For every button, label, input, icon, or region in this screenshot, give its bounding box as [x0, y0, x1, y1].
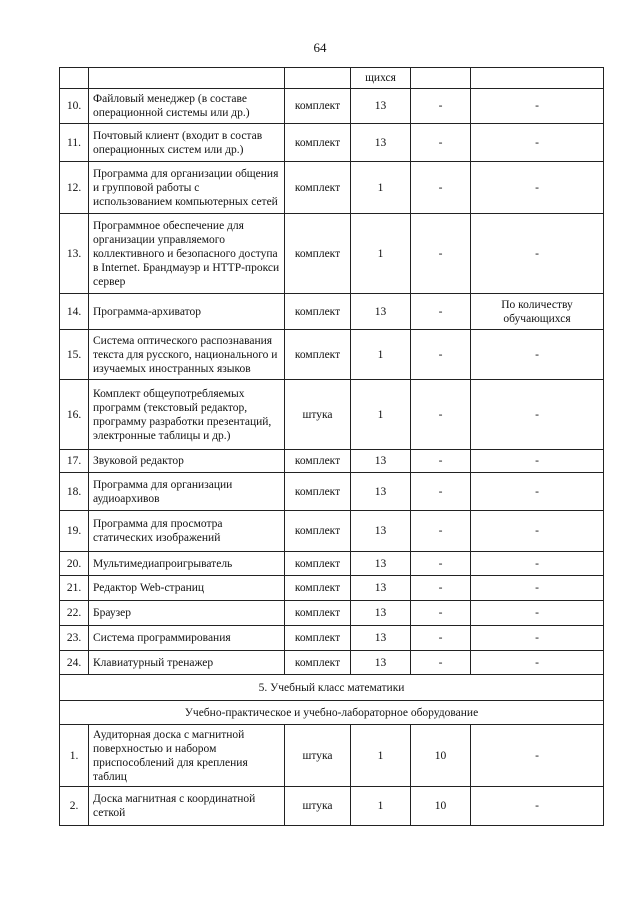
cell-num: 15.: [60, 330, 89, 380]
cell-qty: 13: [351, 511, 411, 552]
cell-name: Файловый менеджер (в составе операционной системы или др.): [89, 89, 285, 124]
cell-c6: -: [471, 787, 604, 826]
cell-qty: 1: [351, 214, 411, 294]
table-row: [60, 626, 604, 651]
cell-num: 2.: [60, 787, 89, 826]
table-row: [60, 330, 604, 380]
cell-unit: комплект: [285, 576, 351, 601]
cell-qty: 1: [351, 787, 411, 826]
cell-c5: -: [411, 651, 471, 675]
cell-qty: 13: [351, 124, 411, 162]
cell-num: 14.: [60, 294, 89, 330]
cell-qty: 13: [351, 89, 411, 124]
cell-qty: 13: [351, 626, 411, 651]
table-row: [60, 725, 604, 787]
cell-c6: -: [471, 330, 604, 380]
cell-qty: 1: [351, 380, 411, 450]
section-title: 5. Учебный класс математики: [60, 675, 604, 701]
cell-name: Клавиатурный тренажер: [89, 651, 285, 675]
cell-unit: комплект: [285, 294, 351, 330]
subsection-title-row: [60, 701, 604, 725]
cell-name: Звуковой редактор: [89, 450, 285, 473]
header-cell-name: [89, 68, 285, 89]
cell-qty: 13: [351, 473, 411, 511]
cell-qty: 13: [351, 294, 411, 330]
cell-c5: -: [411, 511, 471, 552]
cell-c6: По количеству обучающихся: [471, 294, 604, 330]
cell-num: 20.: [60, 552, 89, 576]
cell-c6: -: [471, 450, 604, 473]
cell-num: 18.: [60, 473, 89, 511]
cell-num: 10.: [60, 89, 89, 124]
cell-num: 22.: [60, 601, 89, 626]
cell-c5: -: [411, 450, 471, 473]
cell-c6: -: [471, 576, 604, 601]
cell-c6: -: [471, 601, 604, 626]
cell-qty: 13: [351, 651, 411, 675]
header-row: [60, 68, 604, 89]
cell-name: Мультимедиапроигрыватель: [89, 552, 285, 576]
section-title-row: [60, 675, 604, 701]
cell-name: Программа-архиватор: [89, 294, 285, 330]
cell-c6: -: [471, 162, 604, 214]
cell-name: Программное обеспечение для организации управляемого коллективного и безопасного доступа в Internet. Брандмауэр и HTTP-прокси сервер: [89, 214, 285, 294]
cell-num: 1.: [60, 725, 89, 787]
cell-c6: -: [471, 124, 604, 162]
cell-num: 21.: [60, 576, 89, 601]
cell-name: Аудиторная доска с магнитной поверхностью и набором приспособлений для крепления таблиц: [89, 725, 285, 787]
cell-c5: 10: [411, 787, 471, 826]
cell-c5: -: [411, 576, 471, 601]
table-row: [60, 294, 604, 330]
cell-unit: комплект: [285, 511, 351, 552]
table-body: [60, 68, 604, 826]
cell-qty: 1: [351, 330, 411, 380]
cell-num: 19.: [60, 511, 89, 552]
cell-c5: -: [411, 473, 471, 511]
table-row: [60, 380, 604, 450]
cell-name: Система оптического распознавания текста для русского, национального и изучаемых иностранных языков: [89, 330, 285, 380]
cell-unit: комплект: [285, 214, 351, 294]
table-row: [60, 576, 604, 601]
cell-num: 12.: [60, 162, 89, 214]
cell-qty: 1: [351, 162, 411, 214]
header-cell-c6: [471, 68, 604, 89]
cell-unit: штука: [285, 380, 351, 450]
cell-c6: -: [471, 214, 604, 294]
cell-c6: -: [471, 380, 604, 450]
table-row: [60, 552, 604, 576]
table-row: [60, 601, 604, 626]
cell-num: 24.: [60, 651, 89, 675]
cell-unit: комплект: [285, 651, 351, 675]
cell-unit: комплект: [285, 601, 351, 626]
cell-name: Браузер: [89, 601, 285, 626]
cell-c6: -: [471, 511, 604, 552]
cell-name: Комплект общеупотребляемых программ (текстовый редактор, программу разработки презентаций, электронные таблицы и др.): [89, 380, 285, 450]
cell-c6: -: [471, 651, 604, 675]
table-row: [60, 651, 604, 675]
cell-c5: -: [411, 124, 471, 162]
cell-num: 13.: [60, 214, 89, 294]
subsection-title: Учебно-практическое и учебно-лабораторное оборудование: [60, 701, 604, 725]
table-row: [60, 450, 604, 473]
cell-c5: -: [411, 294, 471, 330]
cell-name: Доска магнитная с координатной сеткой: [89, 787, 285, 826]
cell-name: Почтовый клиент (входит в состав операционных систем или др.): [89, 124, 285, 162]
cell-unit: комплект: [285, 626, 351, 651]
cell-c6: -: [471, 725, 604, 787]
table-row: [60, 162, 604, 214]
cell-c6: -: [471, 626, 604, 651]
cell-name: Программа для организации общения и групповой работы с использованием компьютерных сетей: [89, 162, 285, 214]
table-row: [60, 89, 604, 124]
cell-unit: штука: [285, 725, 351, 787]
page-number: 64: [313, 40, 327, 55]
cell-name: Программа для организации аудиоархивов: [89, 473, 285, 511]
cell-c6: -: [471, 473, 604, 511]
table-row: [60, 511, 604, 552]
cell-c5: -: [411, 214, 471, 294]
table-row: [60, 473, 604, 511]
cell-c5: -: [411, 552, 471, 576]
cell-qty: 13: [351, 552, 411, 576]
cell-name: Система программирования: [89, 626, 285, 651]
cell-name: Редактор Web-страниц: [89, 576, 285, 601]
header-cell-qty: щихся: [351, 68, 411, 89]
cell-qty: 1: [351, 725, 411, 787]
cell-c5: -: [411, 330, 471, 380]
cell-unit: штука: [285, 787, 351, 826]
cell-num: 16.: [60, 380, 89, 450]
equipment-table: [59, 67, 604, 826]
cell-num: 11.: [60, 124, 89, 162]
cell-unit: комплект: [285, 124, 351, 162]
cell-qty: 13: [351, 576, 411, 601]
cell-unit: комплект: [285, 330, 351, 380]
header-cell-c5: [411, 68, 471, 89]
table-row: [60, 214, 604, 294]
cell-unit: комплект: [285, 473, 351, 511]
cell-num: 17.: [60, 450, 89, 473]
cell-name: Программа для просмотра статических изображений: [89, 511, 285, 552]
cell-unit: комплект: [285, 89, 351, 124]
cell-qty: 13: [351, 450, 411, 473]
cell-c6: -: [471, 89, 604, 124]
cell-c5: -: [411, 380, 471, 450]
cell-c6: -: [471, 552, 604, 576]
cell-unit: комплект: [285, 162, 351, 214]
header-cell-num: [60, 68, 89, 89]
cell-c5: -: [411, 162, 471, 214]
cell-unit: комплект: [285, 552, 351, 576]
table-row: [60, 124, 604, 162]
cell-c5: -: [411, 626, 471, 651]
cell-c5: -: [411, 601, 471, 626]
cell-c5: -: [411, 89, 471, 124]
table-row: [60, 787, 604, 826]
cell-num: 23.: [60, 626, 89, 651]
cell-unit: комплект: [285, 450, 351, 473]
cell-qty: 13: [351, 601, 411, 626]
header-cell-unit: [285, 68, 351, 89]
cell-c5: 10: [411, 725, 471, 787]
